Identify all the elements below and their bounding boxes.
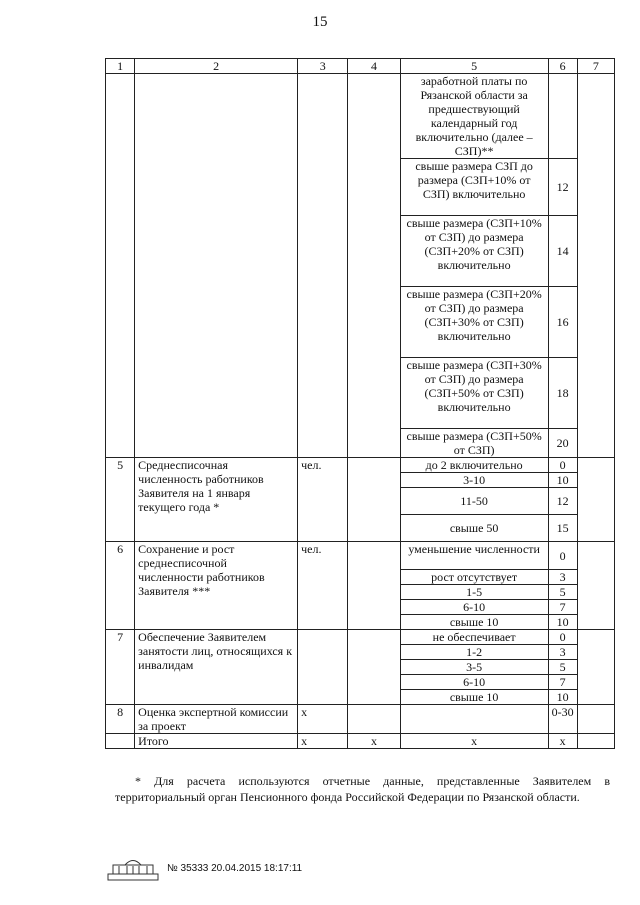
score-cell: 0 [548, 458, 577, 473]
total-label: Итого [135, 734, 298, 749]
score-cell: 20 [548, 429, 577, 458]
value-cell: не обеспечивает [400, 630, 548, 645]
header-cell: 5 [400, 59, 548, 74]
total-cell: x [298, 734, 348, 749]
footnote: * Для расчета используются отчетные данные, представленные Заявителем в территориальный орган Пенсионного фонда Российской Федерации по Рязанской области. [115, 774, 610, 804]
header-cell: 6 [548, 59, 577, 74]
table-row [106, 542, 615, 570]
value-cell: до 2 включительно [400, 458, 548, 473]
value-cell: свыше размера (СЗП+10% от СЗП) до размера (СЗП+20% от СЗП) включительно [400, 216, 548, 287]
value-cell: рост отсутствует [400, 570, 548, 585]
table-row [106, 630, 615, 645]
value-cell: свыше 10 [400, 615, 548, 630]
score-cell: 0-30 [548, 705, 577, 734]
value-cell: 1-2 [400, 645, 548, 660]
value-cell: свыше 50 [400, 515, 548, 542]
value-cell: 1-5 [400, 585, 548, 600]
header-cell: 1 [106, 59, 135, 74]
value-cell: 3-10 [400, 473, 548, 488]
score-cell: 15 [548, 515, 577, 542]
score-cell: 0 [548, 630, 577, 645]
score-cell: 10 [548, 473, 577, 488]
unit-cell: x [298, 705, 348, 734]
value-cell: заработной платы по Рязанской области за предшествующий календарный год включительно (далее – СЗП)** [400, 74, 548, 159]
total-row [106, 734, 615, 749]
value-cell: свыше размера (СЗП+20% от СЗП) до размера (СЗП+30% от СЗП) включительно [400, 287, 548, 358]
criterion-number: 5 [106, 458, 135, 542]
total-cell: x [348, 734, 400, 749]
value-cell: 11-50 [400, 488, 548, 515]
score-cell: 16 [548, 287, 577, 358]
criterion-number: 8 [106, 705, 135, 734]
score-cell: 10 [548, 690, 577, 705]
value-cell: свыше 10 [400, 690, 548, 705]
table-header-row [106, 59, 615, 74]
header-cell: 3 [298, 59, 348, 74]
registration-stamp [107, 855, 302, 881]
criterion-name: Сохранение и рост среднесписочной численности работников Заявителя *** [135, 542, 298, 630]
value-cell: уменьшение численности [400, 542, 548, 570]
value-cell: свыше размера (СЗП+50% от СЗП) [400, 429, 548, 458]
value-cell: 6-10 [400, 675, 548, 690]
criterion-number: 7 [106, 630, 135, 705]
total-cell: x [400, 734, 548, 749]
unit-cell: чел. [298, 542, 348, 630]
registration-text: № 35333 20.04.2015 18:17:11 [167, 862, 303, 874]
score-cell: 3 [548, 645, 577, 660]
score-cell: 7 [548, 675, 577, 690]
value-cell: свыше размера (СЗП+30% от СЗП) до размера (СЗП+50% от СЗП) включительно [400, 358, 548, 429]
score-cell: 5 [548, 660, 577, 675]
unit-cell [298, 630, 348, 705]
unit-cell: чел. [298, 458, 348, 542]
score-cell: 10 [548, 615, 577, 630]
score-cell: 3 [548, 570, 577, 585]
table-row [106, 458, 615, 473]
score-cell: 18 [548, 358, 577, 429]
government-seal-icon [107, 855, 159, 881]
criterion-name: Среднесписочная численность работников Заявителя на 1 января текущего года * [135, 458, 298, 542]
value-cell: 3-5 [400, 660, 548, 675]
score-cell: 5 [548, 585, 577, 600]
total-cell: x [548, 734, 577, 749]
page-number: 15 [312, 14, 328, 30]
value-cell: 6-10 [400, 600, 548, 615]
header-cell: 2 [135, 59, 298, 74]
criterion-number: 6 [106, 542, 135, 630]
table-row [106, 705, 615, 734]
criteria-table [105, 58, 615, 749]
criterion-name: Оценка экспертной комиссии за проект [135, 705, 298, 734]
value-cell: свыше размера СЗП до размера (СЗП+10% от СЗП) включительно [400, 159, 548, 216]
score-cell: 14 [548, 216, 577, 287]
header-cell: 7 [577, 59, 614, 74]
header-cell: 4 [348, 59, 400, 74]
score-cell: 7 [548, 600, 577, 615]
score-cell: 0 [548, 542, 577, 570]
table-row [106, 74, 615, 159]
score-cell: 12 [548, 488, 577, 515]
score-cell: 12 [548, 159, 577, 216]
criterion-name: Обеспечение Заявителем занятости лиц, относящихся к инвалидам [135, 630, 298, 705]
